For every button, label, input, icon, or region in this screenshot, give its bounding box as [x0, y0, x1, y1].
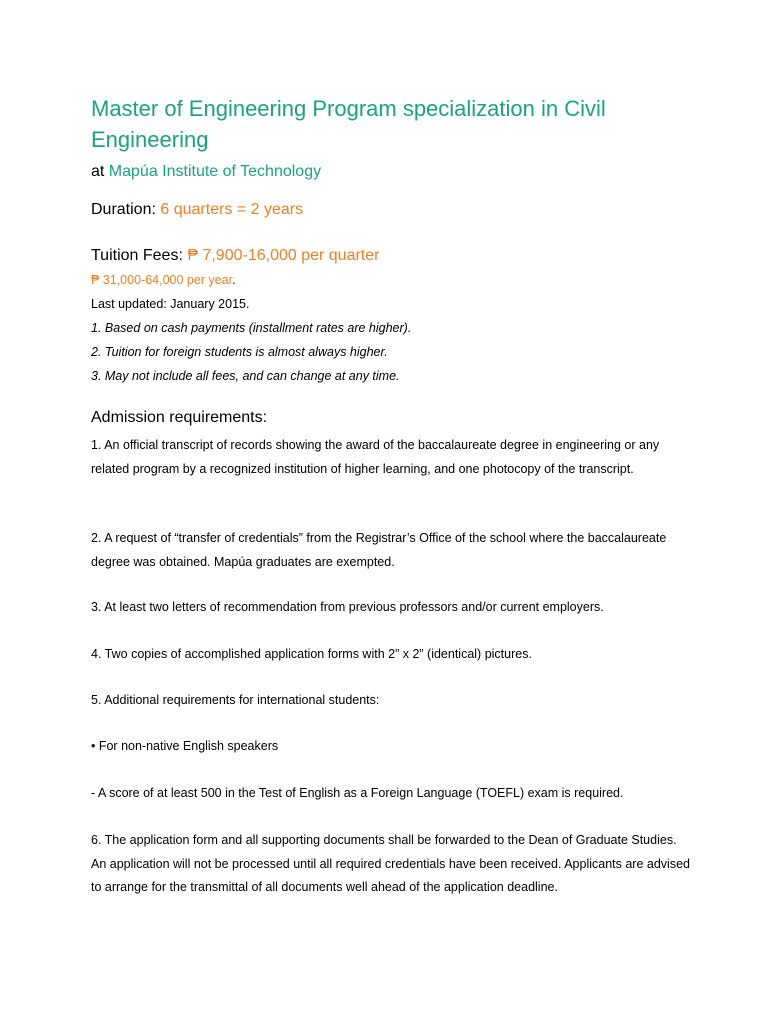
admission-heading: Admission requirements: [91, 409, 268, 426]
tuition-label: Tuition Fees: [91, 247, 188, 264]
duration-line [91, 199, 303, 221]
institution-prefix: at [91, 163, 109, 180]
tuition-value: ₱ 7,900-16,000 per quarter [187, 247, 380, 264]
per-year-period: . [232, 273, 236, 287]
per-year-value: ₱ 31,000-64,000 per year [91, 273, 233, 287]
note-item: 2. Tuition for foreign students is almost always higher. [91, 345, 388, 359]
requirement-bullet: • For non-native English speakers [91, 739, 279, 753]
institution-name: Mapúa Institute of Technology [108, 163, 322, 180]
duration-label: Duration: [91, 201, 161, 218]
requirement-item: 2. A request of “transfer of credentials” from the Registrar’s Office of the school where the baccalaureate degree was obtained. Mapúa graduates are exempted. [91, 531, 667, 569]
last-updated: Last updated: January 2015. [91, 297, 250, 311]
tuition-line [91, 245, 379, 267]
program-title: Master of Engineering Program specialization in Civil Engineering [91, 96, 606, 152]
requirement-subitem: - A score of at least 500 in the Test of English as a Foreign Language (TOEFL) exam is required. [91, 786, 624, 800]
requirement-item: 3. At least two letters of recommendation from previous professors and/or current employers. [91, 600, 604, 614]
per-year-line [91, 272, 236, 288]
duration-value: 6 quarters = 2 years [160, 201, 304, 218]
note-item: 3. May not include all fees, and can change at any time. [91, 369, 400, 383]
requirement-item: 5. Additional requirements for international students: [91, 693, 380, 707]
requirement-item: 4. Two copies of accomplished application forms with 2” x 2” (identical) pictures. [91, 647, 532, 661]
requirement-item: 6. The application form and all supporting documents shall be forwarded to the Dean of Graduate Studies. An application will not be processed until all required credentials have been received. Applicants are advised to arrange for the transmittal of all documents well ahead of the application deadline. [91, 833, 690, 894]
requirement-item: 1. An official transcript of records showing the award of the baccalaureate degree in engineering or any related program by a recognized institution of higher learning, and one photocopy of the transcript. [91, 438, 660, 476]
institution-line [91, 161, 321, 183]
note-item: 1. Based on cash payments (installment rates are higher). [91, 321, 412, 335]
